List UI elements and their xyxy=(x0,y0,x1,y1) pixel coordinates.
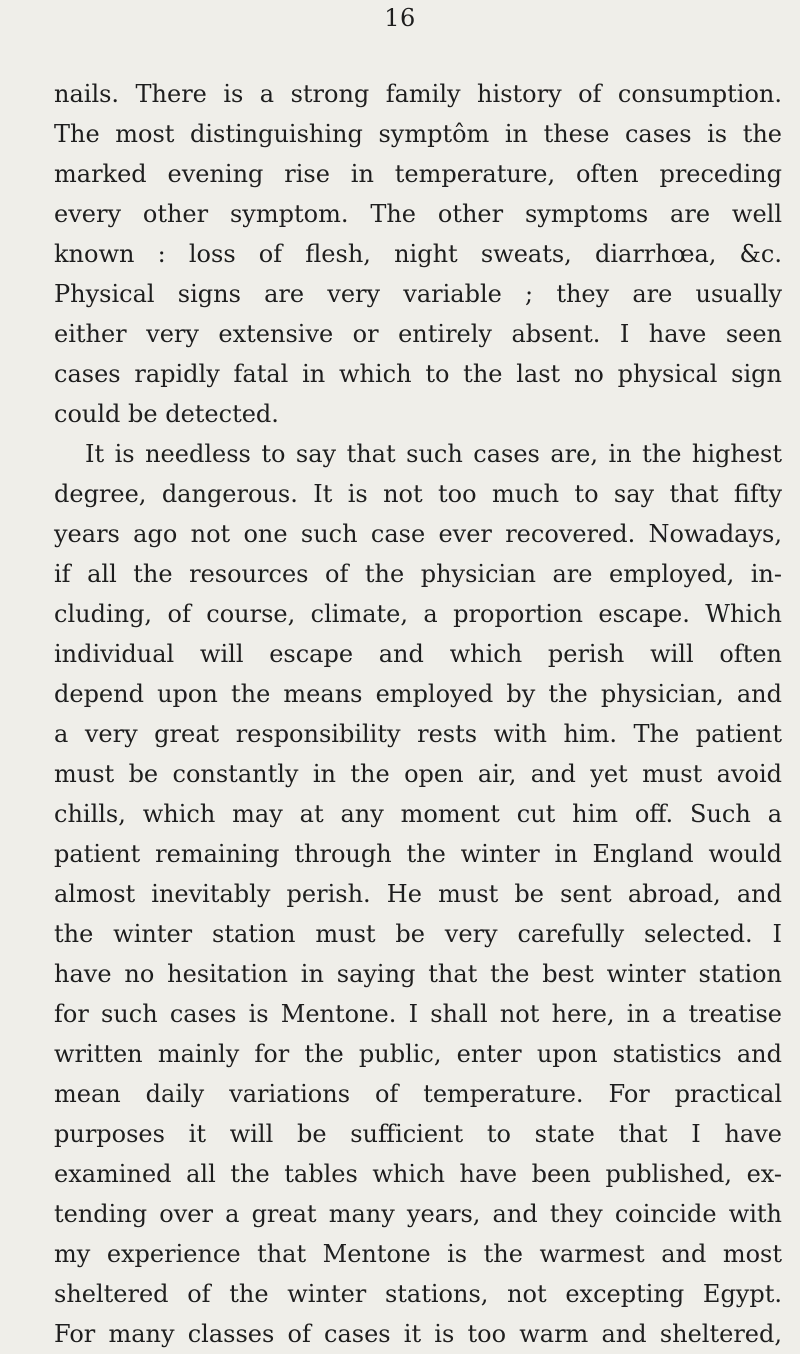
text-line: mean daily variations of temperature. For practical xyxy=(54,1080,782,1108)
text-line: chills, which may at any moment cut him off. Such a xyxy=(54,800,782,828)
text-line: every other symptom. The other symptoms are well xyxy=(54,200,782,228)
text-line: individual will escape and which perish will often xyxy=(54,640,782,668)
text-line: years ago not one such case ever recovered. Nowadays, xyxy=(54,520,782,548)
text-line: degree, dangerous. It is not too much to say that fifty xyxy=(54,480,782,508)
paragraph-start-line: It is needless to say that such cases are, in the highest xyxy=(85,440,782,468)
text-line: for such cases is Mentone. I shall not here, in a treatise xyxy=(54,1000,782,1028)
text-line: examined all the tables which have been published, ex- xyxy=(54,1160,782,1188)
text-line: nails. There is a strong family history of consumption. xyxy=(54,80,782,108)
text-line: marked evening rise in temperature, often preceding xyxy=(54,160,782,188)
text-line: sheltered of the winter stations, not excepting Egypt. xyxy=(54,1280,782,1308)
text-line: cluding, of course, climate, a proportion escape. Which xyxy=(54,600,782,628)
text-line: cases rapidly fatal in which to the last no physical sign xyxy=(54,360,782,388)
paragraph-end-line: could be detected. xyxy=(54,400,279,428)
text-line: have no hesitation in saying that the best winter station xyxy=(54,960,782,988)
body-text xyxy=(54,74,782,1354)
text-line: purposes it will be sufficient to state that I have xyxy=(54,1120,782,1148)
text-line: my experience that Mentone is the warmest and most xyxy=(54,1240,782,1268)
text-line: tending over a great many years, and they coincide with xyxy=(54,1200,782,1228)
text-line: a very great responsibility rests with him. The patient xyxy=(54,720,782,748)
text-line: either very extensive or entirely absent. I have seen xyxy=(54,320,782,348)
text-line: known : loss of flesh, night sweats, diarrhœa, &c. xyxy=(54,240,782,268)
page-number: 16 xyxy=(384,4,416,32)
text-line: almost inevitably perish. He must be sent abroad, and xyxy=(54,880,782,908)
text-line: the winter station must be very carefully selected. I xyxy=(54,920,782,948)
text-line: must be constantly in the open air, and yet must avoid xyxy=(54,760,782,788)
text-line: if all the resources of the physician are employed, in- xyxy=(54,560,782,588)
text-line: written mainly for the public, enter upon statistics and xyxy=(54,1040,782,1068)
text-line: Physical signs are very variable ; they are usually xyxy=(54,280,782,308)
text-line: The most distinguishing symptôm in these cases is the xyxy=(54,120,782,148)
text-line: patient remaining through the winter in England would xyxy=(54,840,782,868)
text-line: depend upon the means employed by the physician, and xyxy=(54,680,782,708)
text-line: For many classes of cases it is too warm and sheltered, xyxy=(54,1320,782,1348)
